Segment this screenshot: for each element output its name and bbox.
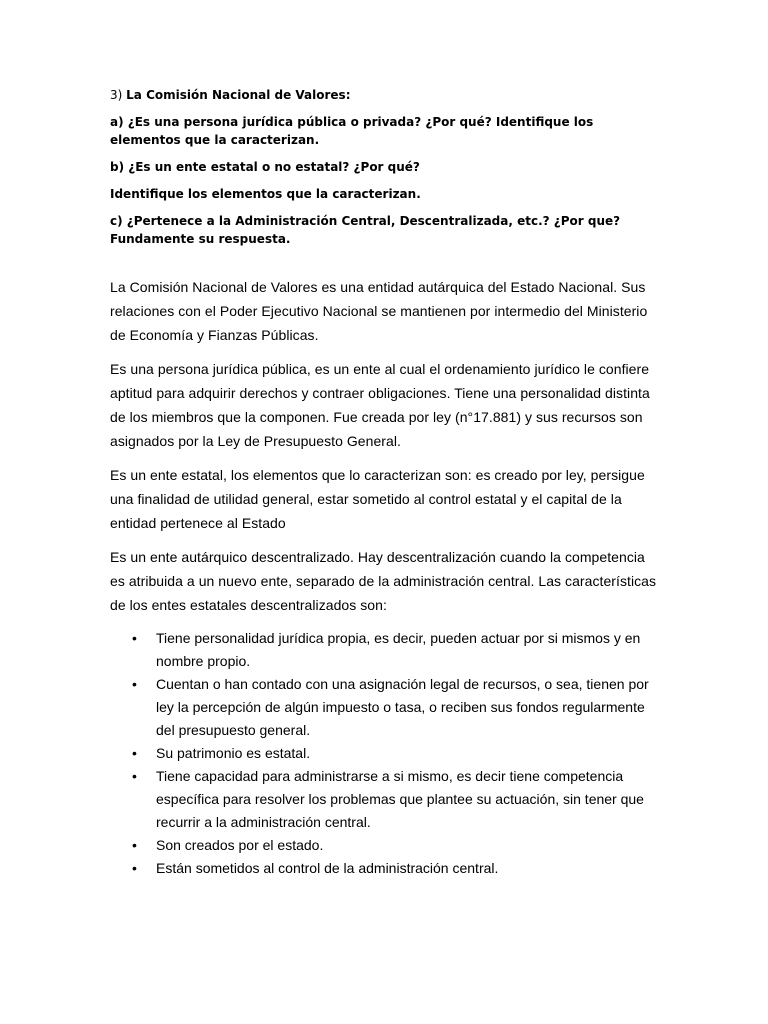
list-item-text: Tiene capacidad para administrarse a si mismo, es decir tiene competencia específica para resolver los problemas que plantee su actuación, sin tener que recurrir a la administración central. <box>156 768 644 830</box>
question-heading <box>110 86 660 104</box>
question-b: b) ¿Es un ente estatal o no estatal? ¿Por qué? <box>110 160 420 174</box>
characteristics-list <box>110 627 660 880</box>
bullet-icon: • <box>132 630 137 646</box>
answer-paragraph-3: Es un ente estatal, los elementos que lo caracterizan son: es creado por ley, persigue una finalidad de utilidad general, estar sometido al control estatal y el capital de la entidad pertenece al Estado <box>110 467 645 531</box>
list-item-text: Son creados por el estado. <box>156 837 324 853</box>
list-item <box>110 673 660 742</box>
question-heading-title: La Comisión Nacional de Valores: <box>126 88 351 102</box>
list-item <box>110 857 660 880</box>
bullet-icon: • <box>132 745 137 761</box>
bullet-icon: • <box>132 768 137 784</box>
answers-section <box>110 275 660 880</box>
answer-paragraph-4: Es un ente autárquico descentralizado. Hay descentralización cuando la competencia es atribuida a un nuevo ente, separado de la administración central. Las características de los entes estatales descentralizados son: <box>110 549 657 613</box>
bullet-icon: • <box>132 676 137 692</box>
list-item <box>110 742 660 765</box>
list-item-text: Cuentan o han contado con una asignación legal de recursos, o sea, tienen por ley la percepción de algún impuesto o tasa, o reciben sus fondos regularmente del presupuesto general. <box>156 676 649 738</box>
bullet-icon: • <box>132 837 137 853</box>
question-a: a) ¿Es una persona jurídica pública o privada? ¿Por qué? Identifique los elementos que la caracterizan. <box>110 115 594 147</box>
list-item-text: Tiene personalidad jurídica propia, es decir, pueden actuar por si mismos y en nombre propio. <box>156 630 641 669</box>
question-b-followup: Identifique los elementos que la caracterizan. <box>110 187 421 201</box>
bullet-icon: • <box>132 860 137 876</box>
answer-paragraph-1: La Comisión Nacional de Valores es una entidad autárquica del Estado Nacional. Sus relaciones con el Poder Ejecutivo Nacional se mantienen por intermedio del Ministerio de Economía y Fianzas Públicas. <box>110 279 648 343</box>
list-item <box>110 834 660 857</box>
answer-paragraph-2: Es una persona jurídica pública, es un ente al cual el ordenamiento jurídico le confiere aptitud para adquirir derechos y contraer obligaciones. Tiene una personalidad distinta de los miembros que la componen. Fue creada por ley (n°17.881) y sus recursos son asignados por la Ley de Presupuesto General. <box>110 361 650 449</box>
list-item-text: Están sometidos al control de la administración central. <box>156 860 499 876</box>
question-number: 3) <box>110 88 123 102</box>
list-item <box>110 765 660 834</box>
list-item-text: Su patrimonio es estatal. <box>156 745 311 761</box>
questions-section <box>110 86 660 248</box>
document-page <box>110 86 660 880</box>
question-c: c) ¿Pertenece a la Administración Central, Descentralizada, etc.? ¿Por que? Fundamente su respuesta. <box>110 214 621 246</box>
list-item <box>110 627 660 673</box>
